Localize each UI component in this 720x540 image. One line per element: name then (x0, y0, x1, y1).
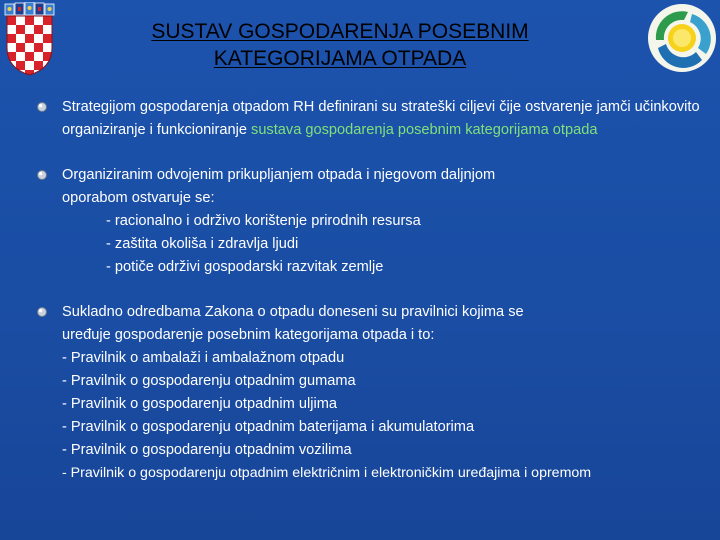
bullet-3-intro-2: uređuje gospodarenje posebnim kategorijama otpada i to: (62, 327, 435, 343)
regulation-item: - Pravilnik o ambalaži i ambalažnom otpadu (62, 350, 345, 366)
regulation-item: - Pravilnik o gospodarenju otpadnim vozilima (62, 442, 352, 458)
regulation-item: - Pravilnik o gospodarenju otpadnim baterijama i akumulatorima (62, 419, 475, 435)
bullet-1-text: Strategijom gospodarenja otpadom RH definirani su strateški ciljevi čije ostvarenje jamči učinkovito organiziranje i funkcioniranje (62, 99, 700, 138)
bullet-3-intro-1: Sukladno odredbama Zakona o otpadu doneseni su pravilnici kojima se (62, 304, 524, 320)
list-item (62, 96, 718, 142)
title-line-2: KATEGORIJAMA OTPADA (213, 47, 467, 70)
list-item (62, 164, 718, 279)
page-title (60, 18, 620, 72)
bullet-2-subitem: - potiče održivi gospodarski razvitak zemlje (106, 259, 384, 275)
bullet-1-highlight: sustava gospodarenja posebnim kategorijama otpada (251, 122, 598, 138)
bullet-icon (36, 169, 48, 181)
title-line-1: SUSTAV GOSPODARENJA POSEBNIM (151, 20, 529, 43)
bullet-2-intro-1: Organiziranim odvojenim prikupljanjem otpada i njegovom daljnjom (62, 167, 496, 183)
regulation-item: - Pravilnik o gospodarenju otpadnim gumama (62, 373, 356, 389)
bullet-2-subitem: - zaštita okoliša i zdravlja ljudi (106, 236, 299, 252)
bullet-icon (36, 101, 48, 113)
regulation-item: - Pravilnik o gospodarenju otpadnim električnim i elektroničkim uređajima i opremom (62, 465, 592, 481)
recycling-sun-logo-icon (646, 2, 718, 74)
bullet-icon (36, 306, 48, 318)
bullet-2-subitem: - racionalno i održivo korištenje prirodnih resursa (106, 213, 421, 229)
list-item (62, 301, 718, 485)
croatian-coat-of-arms-icon (2, 2, 56, 76)
bullet-2-intro-2: oporabom ostvaruje se: (62, 190, 215, 206)
regulation-item: - Pravilnik o gospodarenju otpadnim uljima (62, 396, 337, 412)
bullet-list (62, 96, 718, 485)
